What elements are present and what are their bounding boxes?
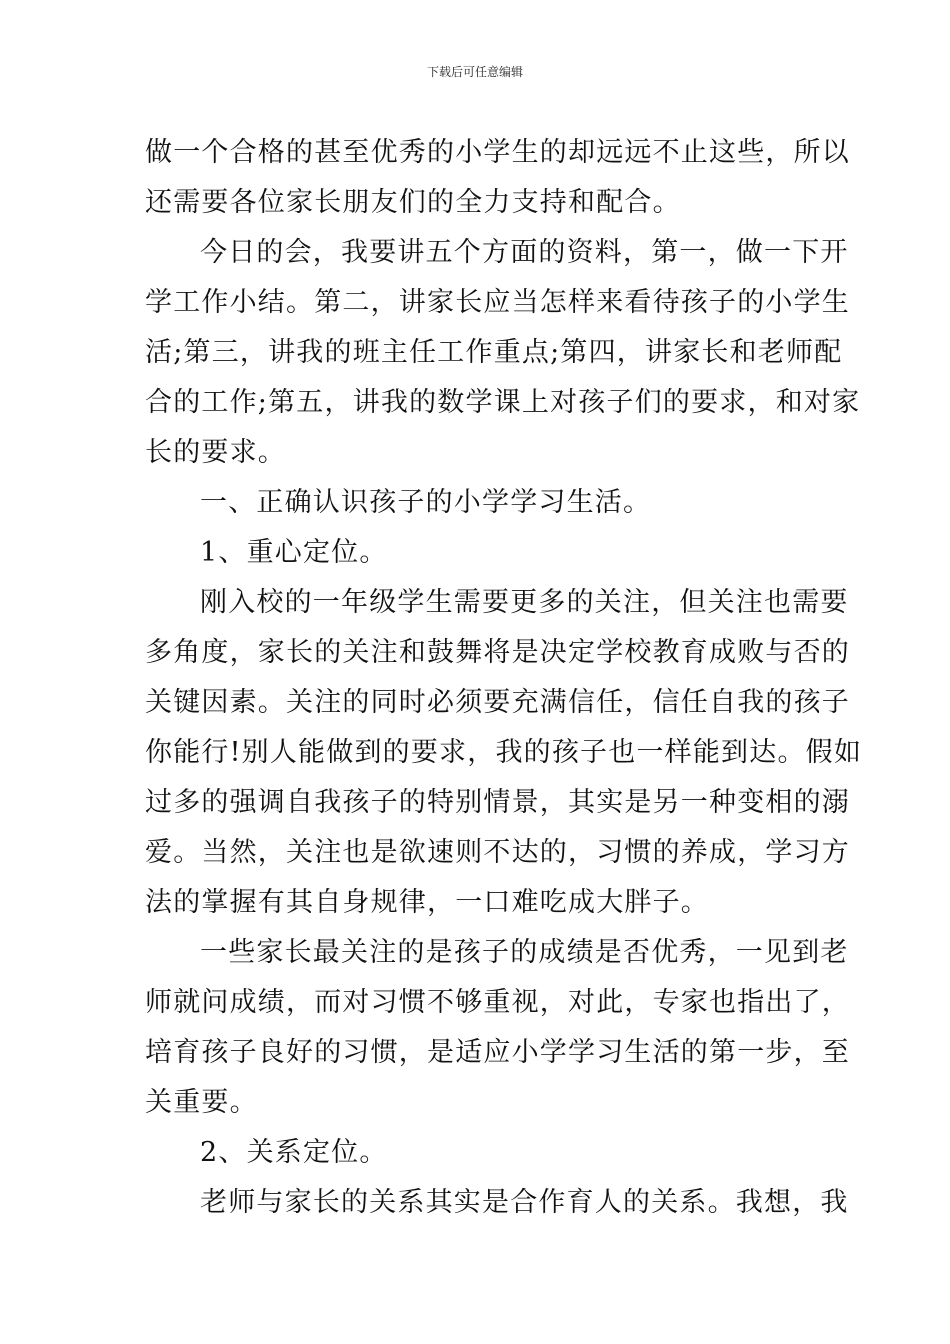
paragraph-2 bbox=[145, 228, 861, 478]
paragraph-4 bbox=[145, 928, 850, 1128]
page-header: 下载后可任意编辑 bbox=[426, 65, 523, 79]
text-line: 学工作小结。第二，讲家长应当怎样来看待孩子的小学生 bbox=[145, 287, 850, 318]
paragraph-3 bbox=[145, 578, 863, 928]
text-line: 做一个合格的甚至优秀的小学生的却远远不止这些，所以 bbox=[145, 137, 850, 168]
text-line: 法的掌握有其自身规律，一口难吃成大胖子。 bbox=[145, 887, 709, 918]
text-line: 过多的强调自我孩子的特别情景，其实是另一种变相的溺 bbox=[145, 787, 850, 818]
paragraph-5 bbox=[145, 1178, 849, 1228]
text-line: 长的要求。 bbox=[145, 437, 286, 468]
text-line: 老师与家长的关系其实是合作育人的关系。我想，我 bbox=[200, 1187, 849, 1218]
paragraph-1 bbox=[145, 128, 850, 228]
text-line: 关重要。 bbox=[145, 1087, 258, 1118]
text-line: 你能行!别人能做到的要求，我的孩子也一样能到达。假如 bbox=[145, 737, 863, 768]
text-line: 爱。当然，关注也是欲速则不达的，习惯的养成，学习方 bbox=[145, 837, 850, 868]
text-line: 刚入校的一年级学生需要更多的关注，但关注也需要 bbox=[200, 587, 849, 618]
subheading-2 bbox=[145, 1128, 807, 1178]
text-line: 一、正确认识孩子的小学学习生活。 bbox=[200, 487, 652, 518]
text-line: 师就问成绩，而对习惯不够重视，对此，专家也指出了， bbox=[145, 987, 850, 1018]
subheading-1 bbox=[145, 528, 807, 578]
document-body bbox=[145, 128, 863, 1228]
text-line: 2、关系定位。 bbox=[200, 1137, 388, 1168]
text-line: 今日的会，我要讲五个方面的资料，第一，做一下开 bbox=[200, 237, 849, 268]
text-line: 还需要各位家长朋友们的全力支持和配合。 bbox=[145, 187, 681, 218]
text-line: 合的工作;第五，讲我的数学课上对孩子们的要求，和对家 bbox=[145, 387, 861, 418]
text-line: 活;第三，讲我的班主任工作重点;第四，讲家长和老师配 bbox=[145, 337, 843, 368]
text-line: 关键因素。关注的同时必须要充满信任，信任自我的孩子 bbox=[145, 687, 850, 718]
section-heading-1 bbox=[145, 478, 807, 528]
text-line: 1、重心定位。 bbox=[200, 537, 388, 568]
text-line: 一些家长最关注的是孩子的成绩是否优秀，一见到老 bbox=[200, 937, 849, 968]
text-line: 培育孩子良好的习惯，是适应小学学习生活的第一步，至 bbox=[145, 1037, 850, 1068]
text-line: 多角度，家长的关注和鼓舞将是决定学校教育成败与否的 bbox=[145, 637, 850, 668]
